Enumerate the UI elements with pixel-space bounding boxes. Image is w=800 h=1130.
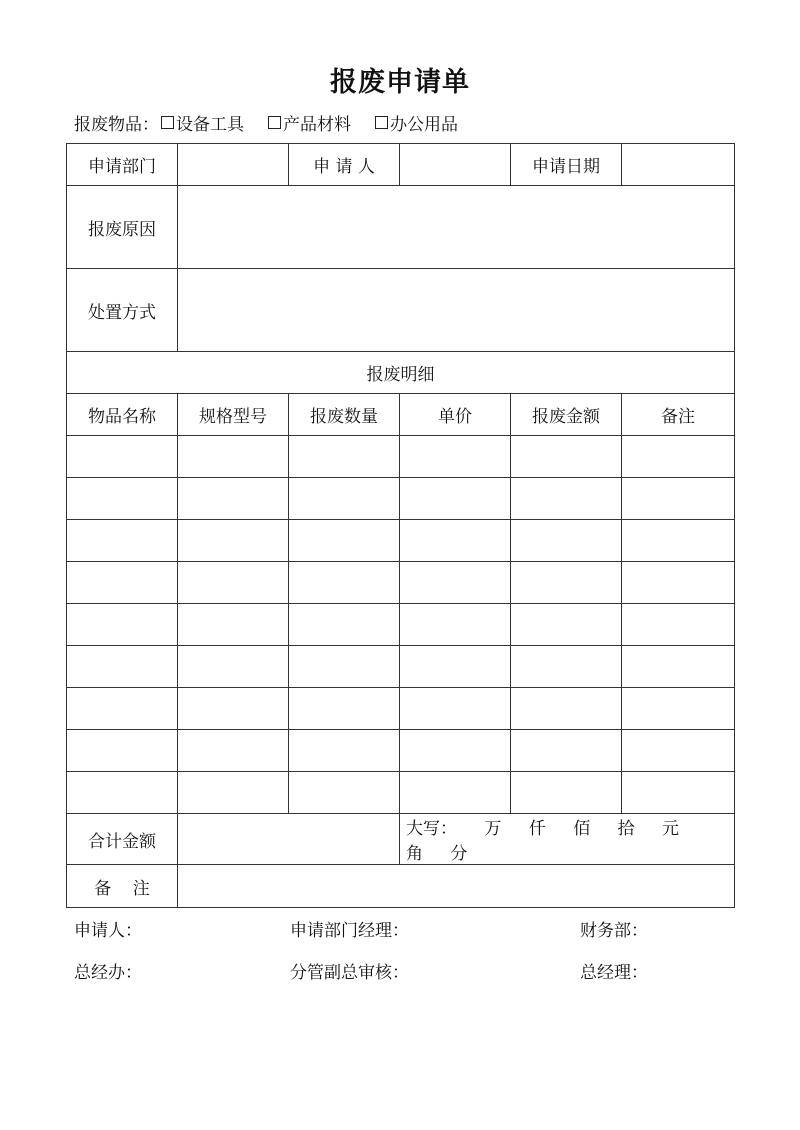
- scrap-form-table: [66, 143, 735, 908]
- table-cell[interactable]: [67, 730, 178, 772]
- table-row: [67, 436, 735, 478]
- table-cell[interactable]: [511, 604, 622, 646]
- column-header-row: [67, 394, 735, 436]
- table-cell[interactable]: [511, 772, 622, 814]
- table-cell[interactable]: [622, 562, 735, 604]
- unit-jiao: 角: [406, 844, 423, 864]
- table-cell[interactable]: [67, 436, 178, 478]
- table-cell[interactable]: [178, 604, 289, 646]
- table-cell[interactable]: [178, 562, 289, 604]
- reason-label: 报废原因: [67, 186, 178, 269]
- unit-bai: 佰: [573, 819, 591, 839]
- table-cell[interactable]: [67, 520, 178, 562]
- table-cell[interactable]: [289, 730, 400, 772]
- category-option-materials[interactable]: [268, 110, 351, 135]
- checkbox-icon[interactable]: [161, 116, 174, 129]
- disposal-label: 处置方式: [67, 269, 178, 352]
- detail-rows: [67, 436, 735, 814]
- dept-label: 申请部门: [67, 144, 178, 186]
- table-cell[interactable]: [178, 478, 289, 520]
- reason-row: [67, 186, 735, 269]
- remark-label: 备 注: [67, 865, 178, 908]
- dept-field[interactable]: [178, 144, 289, 186]
- table-cell[interactable]: [400, 646, 511, 688]
- table-cell[interactable]: [400, 436, 511, 478]
- detail-title-row: [67, 352, 735, 394]
- applicant-label: 申 请 人: [289, 144, 400, 186]
- total-field[interactable]: [178, 814, 400, 865]
- date-field[interactable]: [622, 144, 735, 186]
- table-cell[interactable]: [511, 562, 622, 604]
- table-cell[interactable]: [178, 520, 289, 562]
- table-cell[interactable]: [622, 436, 735, 478]
- column-header: 报废数量: [289, 394, 400, 436]
- table-row: [67, 562, 735, 604]
- table-cell[interactable]: [511, 646, 622, 688]
- table-cell[interactable]: [289, 646, 400, 688]
- category-option-label: 办公用品: [390, 115, 458, 135]
- reason-field[interactable]: [178, 186, 735, 269]
- table-cell[interactable]: [178, 436, 289, 478]
- capital-amount[interactable]: [400, 814, 735, 865]
- table-cell[interactable]: [289, 520, 400, 562]
- table-cell[interactable]: [400, 562, 511, 604]
- table-row: [67, 478, 735, 520]
- table-cell[interactable]: [67, 772, 178, 814]
- table-cell[interactable]: [67, 478, 178, 520]
- table-cell[interactable]: [400, 478, 511, 520]
- table-cell[interactable]: [622, 688, 735, 730]
- sig-gm: 总经理：: [580, 963, 648, 983]
- date-label: 申请日期: [511, 144, 622, 186]
- table-cell[interactable]: [67, 688, 178, 730]
- table-cell[interactable]: [622, 520, 735, 562]
- total-label: 合计金额: [67, 814, 178, 865]
- table-row: [67, 604, 735, 646]
- table-row: [67, 688, 735, 730]
- table-cell[interactable]: [400, 520, 511, 562]
- disposal-field[interactable]: [178, 269, 735, 352]
- table-row: [67, 730, 735, 772]
- sig-finance: 财务部：: [580, 921, 648, 941]
- table-cell[interactable]: [67, 604, 178, 646]
- category-label: 报废物品：: [74, 115, 159, 135]
- category-option-equipment[interactable]: [161, 110, 244, 135]
- table-cell[interactable]: [511, 436, 622, 478]
- table-cell[interactable]: [400, 604, 511, 646]
- table-cell[interactable]: [400, 730, 511, 772]
- unit-qian: 仟: [528, 819, 546, 839]
- checkbox-icon[interactable]: [268, 116, 281, 129]
- table-cell[interactable]: [178, 730, 289, 772]
- table-cell[interactable]: [511, 730, 622, 772]
- table-cell[interactable]: [289, 478, 400, 520]
- table-cell[interactable]: [511, 688, 622, 730]
- table-cell[interactable]: [67, 646, 178, 688]
- table-cell[interactable]: [289, 436, 400, 478]
- table-cell[interactable]: [178, 688, 289, 730]
- detail-title: 报废明细: [67, 352, 735, 394]
- table-cell[interactable]: [289, 562, 400, 604]
- sig-applicant: 申请人：: [74, 921, 142, 941]
- table-row: [67, 646, 735, 688]
- unit-wan: 万: [484, 819, 502, 839]
- table-cell[interactable]: [511, 478, 622, 520]
- sig-dept-manager: 申请部门经理：: [290, 921, 409, 941]
- table-cell[interactable]: [622, 730, 735, 772]
- total-row: [67, 814, 735, 865]
- applicant-field[interactable]: [400, 144, 511, 186]
- table-cell[interactable]: [289, 772, 400, 814]
- page-title: 报废申请单: [330, 67, 470, 98]
- table-cell[interactable]: [622, 646, 735, 688]
- sig-vp-review: 分管副总审核：: [290, 963, 409, 983]
- table-cell[interactable]: [289, 688, 400, 730]
- category-option-label: 产品材料: [283, 115, 351, 135]
- remark-field[interactable]: [178, 865, 735, 908]
- header-row: [67, 144, 735, 186]
- table-row: [67, 772, 735, 814]
- column-header: 报废金额: [511, 394, 622, 436]
- capital-label: 大写：: [406, 819, 457, 839]
- table-cell[interactable]: [622, 772, 735, 814]
- category-row: [74, 110, 480, 135]
- unit-fen: 分: [450, 844, 468, 864]
- remark-row: [67, 865, 735, 908]
- unit-yuan: 元: [662, 819, 680, 839]
- table-cell[interactable]: [289, 604, 400, 646]
- table-cell[interactable]: [178, 772, 289, 814]
- column-header: 备注: [622, 394, 735, 436]
- sig-general-office: 总经办：: [74, 963, 142, 983]
- checkbox-icon[interactable]: [375, 116, 388, 129]
- table-cell[interactable]: [511, 520, 622, 562]
- table-cell[interactable]: [622, 478, 735, 520]
- table-row: [67, 520, 735, 562]
- column-header: 规格型号: [178, 394, 289, 436]
- table-cell[interactable]: [400, 772, 511, 814]
- category-option-label: 设备工具: [176, 115, 244, 135]
- table-cell[interactable]: [622, 604, 735, 646]
- unit-shi: 拾: [617, 819, 635, 839]
- category-option-office[interactable]: [375, 110, 458, 135]
- table-cell[interactable]: [400, 688, 511, 730]
- table-cell[interactable]: [178, 646, 289, 688]
- column-header: 物品名称: [67, 394, 178, 436]
- column-header: 单价: [400, 394, 511, 436]
- disposal-row: [67, 269, 735, 352]
- table-cell[interactable]: [67, 562, 178, 604]
